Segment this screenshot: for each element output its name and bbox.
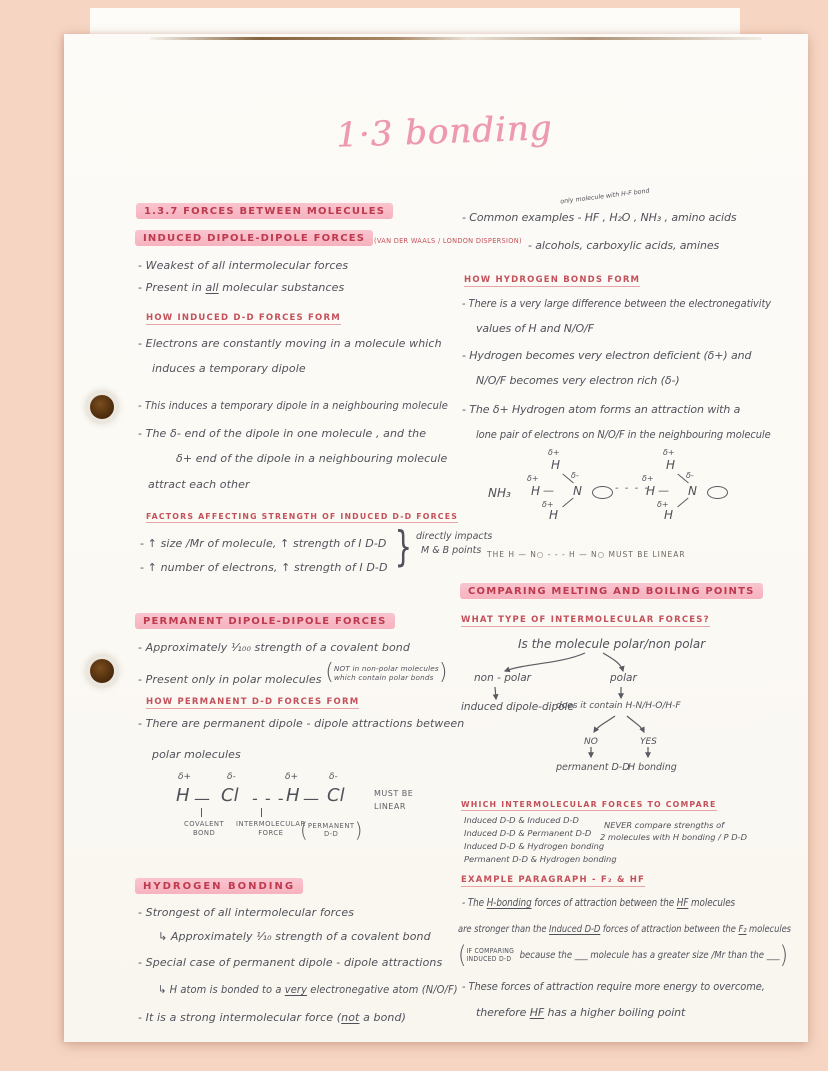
note-line: - This induces a temporary dipole in a neighbouring molecule — [138, 399, 448, 412]
parenthetical-note — [325, 660, 447, 685]
atom-cl: Cl — [327, 785, 345, 806]
compare-row: Induced D-D & Hydrogen bonding — [464, 841, 605, 851]
note-line: - The δ+ Hydrogen atom forms an attraction with a — [462, 403, 741, 416]
atom-h: H — [666, 458, 676, 472]
paren-note-lines — [466, 947, 514, 964]
underlined-word: F₂ — [738, 924, 747, 935]
note-line: - These forces of attraction require more energy to overcome, — [462, 980, 765, 993]
atom-h: H — [646, 484, 656, 498]
paren-note-line: IF COMPARING — [466, 946, 515, 955]
nh-bond-line — [562, 498, 574, 508]
nh3-hbond-diagram — [485, 448, 730, 546]
nh-bond-line — [677, 498, 689, 508]
note-line — [138, 660, 448, 689]
nh3-diagram-caption: THE H — N○ - - - H — N○ MUST BE LINEAR — [487, 550, 686, 559]
flow-no-result: permanent D-D — [556, 762, 630, 773]
text-segment: forces of attraction between the — [531, 897, 677, 909]
atom-h: H — [549, 508, 559, 522]
close-paren: ) — [438, 660, 448, 685]
delta-charge: δ+ — [285, 772, 299, 782]
hydrogen-bond-dashes: - - - - — [615, 483, 650, 494]
note-line — [138, 281, 344, 294]
label-tick — [201, 808, 202, 817]
note-line: - Special case of permanent dipole - dipole attractions — [138, 956, 443, 969]
text-segment: - Present in — [138, 281, 206, 294]
note-line: - Strongest of all intermolecular forces — [138, 906, 355, 919]
label-line: MUST BE — [374, 789, 414, 798]
label-line: INTERMOLECULAR — [236, 820, 306, 828]
permanent-dd-label — [300, 818, 362, 842]
text-segment: has a higher boiling point — [544, 1006, 686, 1019]
text-segment: molecular substances — [218, 281, 345, 294]
label-line: FORCE — [258, 828, 284, 837]
underlined-word: HF — [529, 1006, 545, 1019]
paren-note-lines — [334, 664, 439, 682]
text-segment: molecules — [688, 897, 736, 909]
heading-permanent-dipole-dipole: PERMANENT DIPOLE-DIPOLE FORCES — [135, 613, 395, 629]
heading-note-van-der-waals: (VAN DER WAALS / LONDON DISPERSION) — [374, 237, 522, 245]
note-line — [458, 924, 791, 935]
open-paren: ( — [300, 818, 308, 842]
page-title: 1·3 bonding — [335, 108, 553, 156]
flow-no: NO — [584, 737, 598, 747]
grouping-brace: } — [394, 522, 413, 571]
open-paren: ( — [325, 660, 334, 685]
heading-hydrogen-bonding: HYDROGEN BONDING — [135, 878, 303, 894]
annotation-above-hf: only molecule with H-F bond — [559, 187, 650, 206]
text-segment: molecules — [746, 924, 791, 935]
compare-row: Induced D-D & Induced D-D — [464, 815, 579, 825]
note-line — [158, 983, 458, 996]
heading-how-induced-dd-forces-form: HOW INDUCED D-D FORCES FORM — [146, 313, 341, 323]
label-lines — [308, 822, 355, 839]
covalent-bond-line: — — [303, 789, 319, 808]
delta-charge: δ- — [227, 772, 236, 782]
compare-row: Induced D-D & Permanent D-D — [464, 828, 592, 838]
note-line: ↳ Approximately ¹⁄₁₀ strength of a covalent bond — [158, 930, 431, 943]
close-paren: ) — [354, 818, 363, 842]
note-line: - Hydrogen becomes very electron deficient (δ+) and — [462, 349, 752, 362]
nh-bond-line: — — [543, 484, 554, 497]
lone-pair-oval — [707, 486, 728, 499]
never-compare-note: 2 molecules with H bonding / P D-D — [600, 832, 747, 842]
paren-note-line: which contain polar bonds — [333, 672, 434, 682]
delta-charge: δ+ — [642, 474, 654, 483]
flow-yes-result: H bonding — [628, 762, 677, 773]
atom-h: H — [664, 508, 674, 522]
delta-charge: δ+ — [663, 448, 675, 457]
delta-charge: δ+ — [657, 500, 669, 509]
note-line: N/O/F becomes very electron rich (δ-) — [476, 374, 680, 387]
underlined-word: Induced D-D — [549, 924, 601, 935]
open-paren: ( — [458, 941, 467, 969]
flow-nonpolar-result: induced dipole-dipole — [461, 701, 575, 713]
flow-root: Is the molecule polar/non polar — [518, 637, 706, 651]
covalent-bond-line: — — [194, 789, 210, 808]
atom-cl: Cl — [221, 785, 239, 806]
note-line: - Weakest of all intermolecular forces — [138, 259, 349, 272]
flow-yes: YES — [640, 737, 657, 747]
text-segment: therefore — [476, 1006, 530, 1019]
text-segment: are stronger than the — [458, 924, 550, 935]
underlined-word: very — [284, 983, 308, 996]
flow-polar-question: does it contain H-N/H-O/H-F — [556, 701, 681, 711]
label-line: LINEAR — [374, 802, 406, 811]
text-segment: - It is a strong intermolecular force ( — [138, 1011, 342, 1024]
atom-h: H — [286, 785, 300, 806]
paper-top-edge — [150, 37, 762, 40]
brace-note: M & B points — [421, 545, 482, 556]
text-segment: electronegative atom (N/O/F) — [307, 983, 458, 996]
note-line — [476, 1006, 685, 1019]
delta-charge: δ- — [686, 471, 694, 480]
note-line — [462, 897, 735, 909]
nh-bond-line: — — [658, 484, 669, 497]
compare-row: Permanent D-D & Hydrogen bonding — [464, 854, 617, 864]
text-segment: forces of attraction between the — [600, 924, 739, 935]
brace-note: directly impacts — [416, 531, 493, 542]
nh3-label: NH₃ — [488, 486, 511, 500]
text-segment: ↳ H atom is bonded to a — [158, 983, 285, 996]
note-line: induces a temporary dipole — [152, 362, 306, 375]
delta-charge: δ- — [571, 471, 579, 480]
atom-h: H — [551, 458, 561, 472]
hole-punch-bottom — [90, 659, 114, 683]
text-segment: - The — [462, 897, 487, 909]
text-segment: because the ___ molecule has a greater size /Mr than the ___ — [519, 949, 780, 961]
heading-what-type-of-imf: WHAT TYPE OF INTERMOLECULAR FORCES? — [461, 615, 710, 625]
underlined-word: HF — [676, 897, 689, 909]
note-line — [138, 1011, 406, 1024]
must-be-linear-note — [374, 787, 413, 813]
lone-pair-oval — [592, 486, 613, 499]
note-line: values of H and N/O/F — [476, 322, 594, 335]
paren-note-line: INDUCED D-D — [466, 955, 512, 963]
label-line: PERMANENT — [307, 821, 355, 830]
note-line: - ↑ number of electrons, ↑ strength of I D-D — [140, 561, 388, 574]
note-line: - There is a very large difference between the electronegativity — [462, 297, 772, 310]
text-segment: - Present only in polar molecules — [138, 673, 322, 686]
heading-how-permanent-dd-forces-form: HOW PERMANENT D-D FORCES FORM — [146, 697, 360, 707]
note-line: polar molecules — [152, 748, 241, 761]
note-line: - Approximately ¹⁄₁₀₀ strength of a covalent bond — [138, 641, 410, 654]
atom-h: H — [176, 785, 190, 806]
paren-note-line: NOT in non-polar molecules — [333, 663, 439, 673]
note-line: - Common examples - HF , H₂O , NH₃ , amino acids — [462, 211, 737, 224]
note-line: attract each other — [148, 478, 250, 491]
heading-which-imf-to-compare: WHICH INTERMOLECULAR FORCES TO COMPARE — [461, 800, 717, 809]
note-line: - alcohols, carboxylic acids, amines — [528, 239, 720, 252]
close-paren: ) — [779, 941, 789, 969]
intermolecular-force-label — [236, 820, 306, 837]
never-compare-note: NEVER compare strengths of — [604, 820, 725, 830]
note-line: - There are permanent dipole - dipole attractions between — [138, 717, 465, 730]
delta-charge: δ+ — [548, 448, 560, 457]
label-line: BOND — [192, 828, 216, 837]
heading-how-hydrogen-bonds-form: HOW HYDROGEN BONDS FORM — [464, 275, 641, 285]
covalent-bond-label — [184, 820, 224, 837]
heading-factors-affecting-strength: FACTORS AFFECTING STRENGTH OF INDUCED D-D FORCES — [146, 512, 459, 521]
intermolecular-dashes: - - - — [252, 789, 285, 808]
note-line: - The δ- end of the dipole in one molecule , and the — [138, 427, 427, 440]
delta-charge: δ- — [329, 772, 338, 782]
delta-charge: δ+ — [178, 772, 192, 782]
section-badge-1-3-7: 1.3.7 FORCES BETWEEN MOLECULES — [136, 203, 393, 219]
note-line: - Electrons are constantly moving in a molecule which — [138, 337, 442, 350]
delta-charge: δ+ — [527, 474, 539, 483]
note-line: lone pair of electrons on N/O/F in the neighbouring molecule — [476, 428, 771, 441]
label-tick — [261, 808, 262, 817]
label-line: D-D — [323, 830, 339, 838]
heading-example-paragraph: EXAMPLE PARAGRAPH - F₂ & HF — [461, 875, 646, 885]
underlined-word: H-bonding — [486, 897, 532, 909]
heading-induced-dipole-dipole: INDUCED DIPOLE-DIPOLE FORCES — [135, 230, 373, 246]
hole-punch-top — [90, 395, 114, 419]
underlined-word: not — [341, 1011, 360, 1024]
heading-comparing-melting-boiling: COMPARING MELTING AND BOILING POINTS — [460, 583, 763, 599]
atom-n: N — [573, 484, 582, 498]
note-line: - ↑ size /Mr of molecule, ↑ strength of I D-D — [140, 537, 387, 550]
label-line: COVALENT — [184, 820, 225, 828]
atom-h: H — [531, 484, 541, 498]
delta-charge: δ+ — [542, 500, 554, 509]
text-segment: a bond) — [359, 1011, 406, 1024]
note-line: δ+ end of the dipole in a neighbouring molecule — [176, 452, 448, 465]
note-line — [458, 941, 788, 969]
flow-nonpolar: non - polar — [474, 672, 531, 684]
underlined-word: all — [205, 281, 219, 294]
flow-polar: polar — [610, 672, 637, 684]
atom-n: N — [688, 484, 697, 498]
